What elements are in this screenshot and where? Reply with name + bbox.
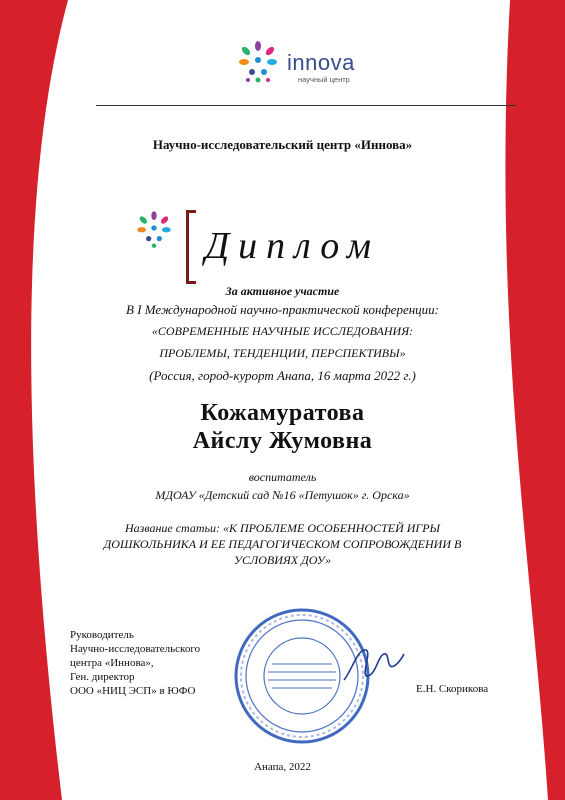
event-line-3: ПРОБЛЕМЫ, ТЕНДЕНЦИИ, ПЕРСПЕКТИВЫ» [159, 346, 406, 360]
signature-line-3: центра «Иннова», [70, 657, 154, 669]
header-divider [96, 105, 516, 106]
innova-logo-icon-small [131, 205, 177, 251]
article-line-3: УСЛОВИЯХ ДОУ» [233, 553, 332, 567]
recipient-given-name: Айслу Жумовна [192, 428, 373, 454]
innova-logo-icon [232, 34, 284, 86]
event-line-2: «СОВРЕМЕННЫЕ НАУЧНЫЕ ИССЛЕДОВАНИЯ: [151, 324, 414, 338]
event-line-1: В I Международной научно-практической конференции: [126, 302, 439, 317]
logo-tagline: научный центр [298, 75, 350, 84]
article-line-2: ДОШКОЛЬНИКА И ЕЕ ПЕДАГОГИЧЕСКОМ СОПРОВОЖДЕНИИ В [103, 537, 462, 551]
signature-line-1: Руководитель [70, 629, 134, 641]
signature-icon [338, 640, 408, 690]
signature-line-4: Ген. директор [70, 671, 135, 683]
director-name: Е.Н. Скорикова [416, 683, 489, 695]
signature-block [70, 628, 200, 698]
award-line: За активное участие [225, 284, 340, 298]
recipient-position: воспитатель [248, 470, 317, 484]
title-bracket [186, 210, 196, 284]
diploma-title: Диплом [205, 225, 381, 267]
signature-line-2: Научно-исследовательского [70, 643, 201, 655]
organization-name: Научно-исследовательский центр «Иннова» [152, 137, 413, 152]
article-line-1: Название статьи: «К ПРОБЛЕМЕ ОСОБЕННОСТЕЙ ИГРЫ [124, 521, 441, 535]
recipient-institution: МДОАУ «Детский сад №16 «Петушок» г. Орска» [155, 488, 410, 502]
place-and-year: Анапа, 2022 [254, 761, 311, 773]
logo-wordmark: innova [287, 50, 355, 75]
signature-line-5: ООО «НИЦ ЭСП» в ЮФО [70, 685, 196, 697]
event-line-4: (Россия, город-курорт Анапа, 16 марта 2022 г.) [149, 368, 416, 383]
recipient-surname: Кожамуратова [200, 400, 365, 426]
